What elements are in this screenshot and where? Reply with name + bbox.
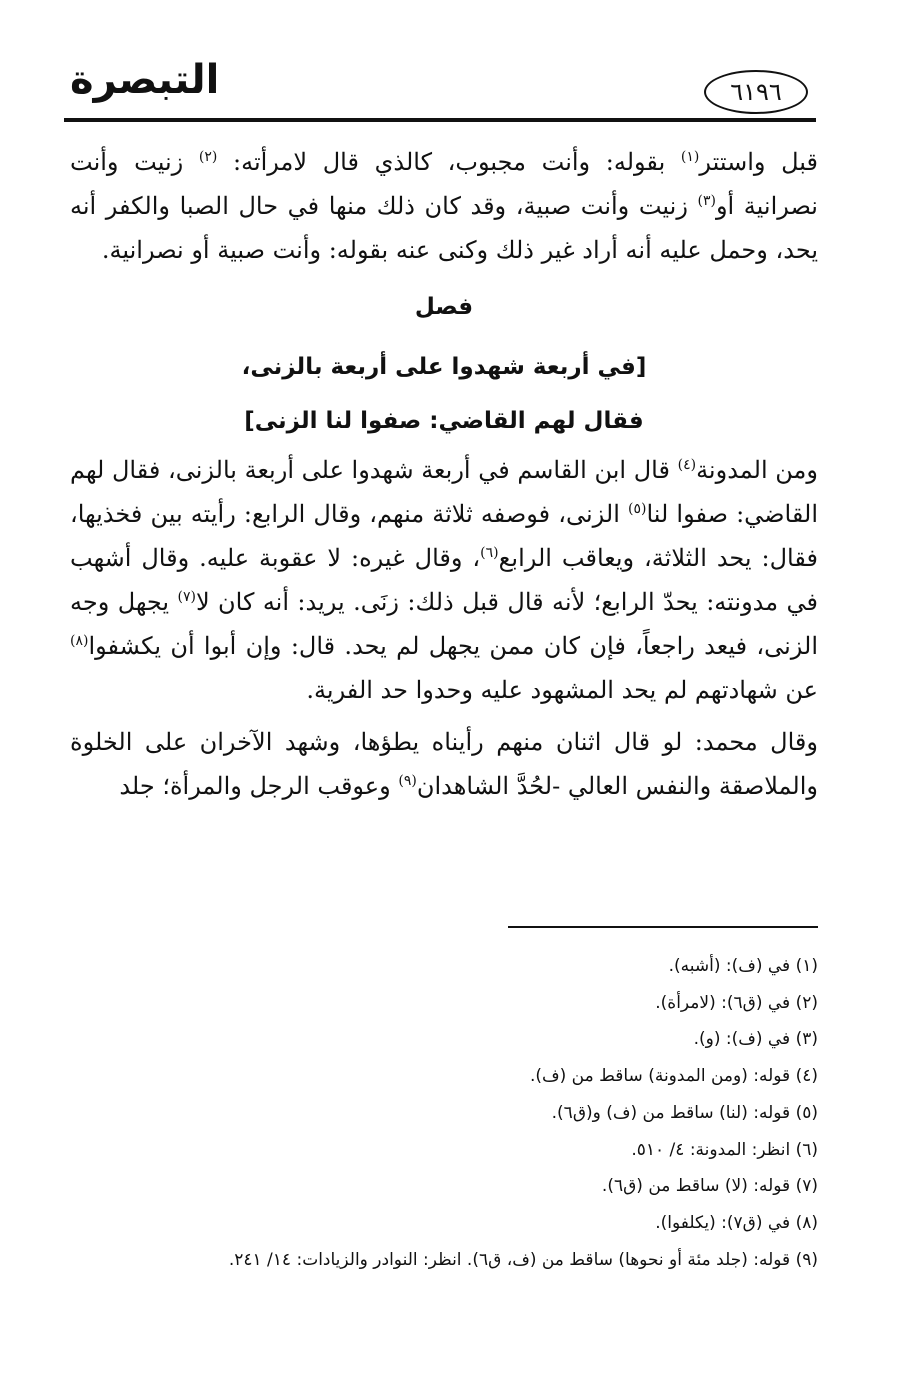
footnote-ref-3: (٣) — [697, 193, 716, 209]
text-run: وقال محمد: لو قال اثنان منهم رأيناه يطؤها، وشهد الآخران على الخلوة والملاصقة والنفس العالي -لحُدَّ الشاهدان — [70, 728, 818, 800]
text-run: الزنى، فوصفه ثلاثة منهم، وقال الرابع: رأيته بين فخذيها، فقال: يحد الثلاثة، ويعاقب الرابع — [70, 500, 818, 572]
footnote-5: (٥) قوله: (لنا) ساقط من (ف) و(ق٦). — [551, 1102, 818, 1123]
footnote-1: (١) في (ف): (أشبه). — [668, 956, 818, 976]
text-run: وعوقب الرجل والمرأة؛ جلد — [119, 772, 399, 800]
footnote-2: (٢) في (ق٦): (لامرأة). — [655, 992, 818, 1013]
text-run: قال ابن القاسم في أربعة شهدوا على أربعة بالزنى، فقال لهم القاضي: صفوا لنا — [70, 456, 818, 528]
footnote-ref-8: (٨) — [70, 633, 89, 649]
footnotes — [70, 948, 818, 1278]
footnote-ref-5: (٥) — [627, 501, 647, 517]
paragraph-2 — [70, 448, 818, 712]
text-run: عن شهادتهم لم يحد المشهود عليه وحدوا حد الفرية. — [306, 676, 818, 704]
footnote-6: (٦) انظر: المدونة: ٤/ ٥١٠. — [631, 1139, 818, 1160]
page-header — [64, 52, 816, 122]
text-run: قبل واستتر — [699, 148, 819, 176]
section-subheading-line-2: فقال لهم القاضي: صفوا لنا الزنى] — [244, 408, 644, 434]
text-run: بقوله: وأنت مجبوب، كالذي قال لامرأته: — [217, 148, 681, 176]
footnote-ref-6: (٦) — [480, 545, 499, 561]
paragraph-3 — [70, 720, 818, 808]
footnote-4: (٤) قوله: (ومن المدونة) ساقط من (ف). — [529, 1066, 818, 1087]
footnote-8: (٨) في (ق٧): (يكلفوا). — [655, 1212, 818, 1233]
footnote-9: (٩) قوله: (جلد مئة أو نحوها) ساقط من (ف، ق٦). انظر: النوادر والزيادات: ١٤/ ٢٤١. — [228, 1249, 818, 1270]
main-text — [70, 140, 818, 808]
footnote-3: (٣) في (ف): (و). — [693, 1029, 818, 1050]
footnote-7: (٧) قوله: (لا) ساقط من (ق٦). — [601, 1176, 818, 1197]
text-run: يجهل وجه الزنى، فيعد راجعاً، فإن كان ممن يجهل لم يحد. قال: وإن أبوا أن يكشفوا — [70, 588, 818, 660]
section-subheading-line-1: [في أربعة شهدوا على أربعة بالزنى، — [241, 354, 647, 380]
section-heading-fasl: فصل — [414, 294, 474, 320]
paragraph-1 — [70, 140, 818, 272]
footnote-ref-7: (٧) — [177, 589, 196, 605]
footnote-separator — [508, 926, 818, 928]
text-run: ، وقال غيره: لا عقوبة عليه. وقال أشهب في مدونته: يحدّ الرابع؛ لأنه قال قبل ذلك: زنَى. يريد: أنه كان لا — [70, 544, 818, 616]
text-run: ومن المدونة — [696, 456, 819, 484]
footnote-ref-1: (١) — [680, 149, 700, 165]
page-number: ٦١٩٦ — [704, 70, 808, 114]
book-title: التبصرة — [70, 57, 220, 103]
footnote-ref-9: (٩) — [398, 773, 417, 789]
text-run: زنيت وأنت نصرانية أو — [70, 148, 818, 220]
footnote-ref-4: (٤) — [677, 457, 697, 473]
text-run: زنيت وأنت صبية، وقد كان ذلك منها في حال الصبا والكفر أنه يحد، وحمل عليه أنه أراد غير ذلك وكنى عنه بقوله: وأنت صبية أو نصرانية. — [70, 192, 818, 264]
footnote-ref-2: (٢) — [198, 149, 218, 165]
header-rule — [64, 118, 816, 122]
